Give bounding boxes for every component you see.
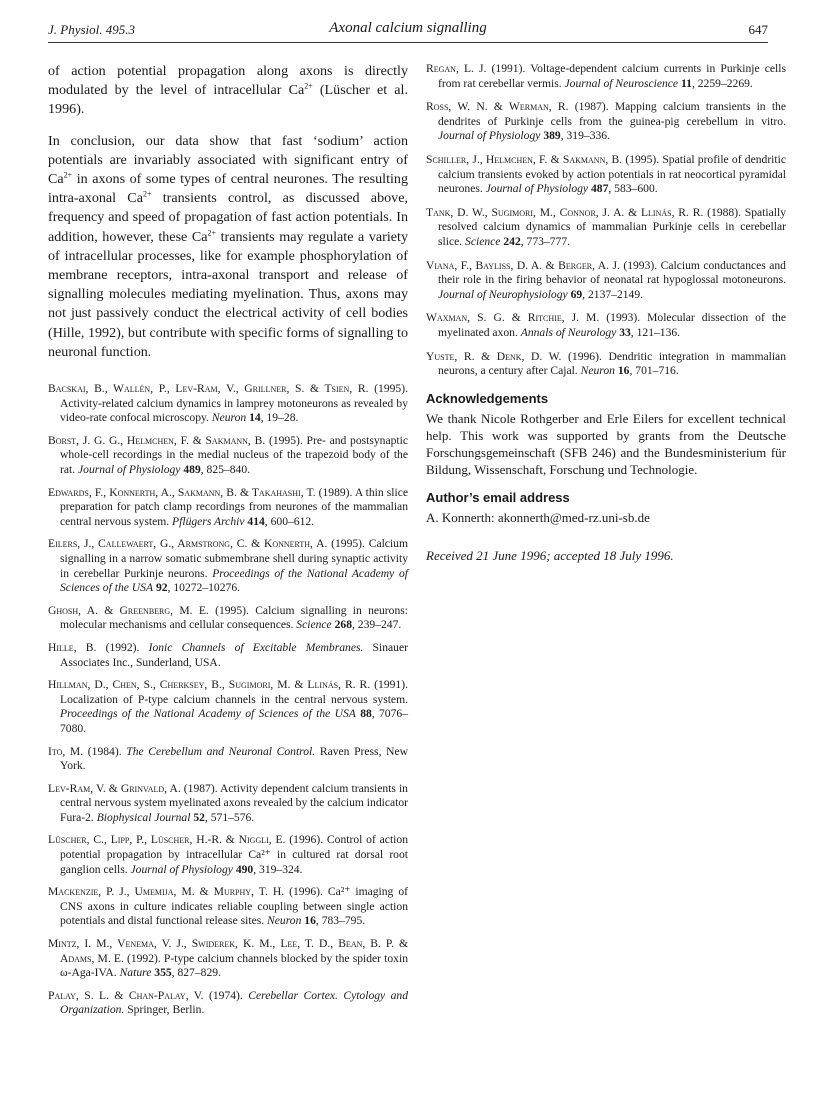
reference-item (426, 100, 786, 144)
reference-pages: , 773–777. (520, 234, 571, 248)
acknowledgements-heading: Acknowledgements (426, 390, 549, 406)
reference-journal: Annals of Neurology (520, 325, 617, 339)
reference-item (426, 153, 786, 197)
para1-text-b: (Lüscher et al. 1996). (48, 82, 409, 118)
reference-item (48, 885, 408, 929)
left-column (48, 62, 408, 1026)
reference-pages: , 121–136. (630, 325, 681, 339)
reference-pages: , 783–795. (315, 914, 366, 928)
reference-volume: 242 (503, 234, 521, 248)
reference-authors: Edwards, F., Konnerth, A., Sakmann, B. & Takahashi, T. (48, 485, 316, 499)
reference-item (48, 989, 408, 1018)
reference-authors: Mintz, I. M., Venema, V. J., Swiderek, K. M., Lee, T. D., Bean, B. P. & Adams, M. E. (48, 937, 408, 965)
reference-volume: 16 (304, 914, 316, 928)
para1-sup: 2+ (304, 81, 313, 91)
reference-pages: , 825–840. (200, 463, 251, 477)
reference-journal: Cerebellar Cortex. Cytology and Organization. (60, 988, 409, 1017)
reference-pages: , 583–600. (608, 182, 658, 196)
para2-sup2: 2+ (142, 189, 152, 199)
reference-authors: Ross, W. N. & Werman, R. (426, 100, 569, 114)
para1-text-a: of action potential propagation along axons is directly modulated by the level of intracellular Ca (48, 63, 408, 99)
reference-authors: Tank, D. W., Sugimori, M., Connor, J. A. & Llinás, R. R. (426, 205, 704, 219)
reference-journal: Journal of Physiology (130, 862, 233, 876)
reference-pages: , 2137–2149. (582, 287, 644, 301)
reference-volume: 88 (360, 707, 372, 721)
reference-volume: 268 (334, 618, 352, 632)
reference-authors: Yuste, R. & Denk, D. W. (426, 349, 562, 363)
reference-journal: Science (296, 618, 332, 632)
reference-pages: , 2259–2269. (691, 76, 753, 90)
reference-item (426, 62, 786, 91)
reference-authors: Lüscher, C., Lipp, P., Lüscher, H.-R. & Niggli, E. (48, 833, 286, 847)
reference-text: (1988). Spatially resolved calcium dynamics of mammalian Purkinje cells in cerebellar slice. (438, 205, 786, 248)
reference-item (48, 641, 408, 670)
reference-text: (1995). Calcium signalling in neurons: molecular mechanisms and cellular consequences. (60, 603, 408, 632)
reference-journal: Journal of Physiology (485, 182, 589, 196)
reference-authors: Regan, L. J. (426, 62, 487, 75)
reference-item (48, 745, 408, 774)
reference-volume: 14 (249, 411, 261, 425)
reference-authors: Lev-Ram, V. & Grinvald, A. (48, 781, 181, 795)
reference-journal: Journal of Physiology (438, 129, 541, 143)
reference-text: (1995). Calcium signalling in a narrow somatic submembrane shell during synaptic activity in cerebellar Purkinje neurons. (60, 537, 408, 580)
reference-authors: Palay, S. L. & Chan-Palay, V. (48, 988, 204, 1002)
reference-text: (1992). (96, 640, 149, 654)
reference-pages: , 7076–7080. (60, 707, 408, 735)
reference-item (48, 678, 408, 736)
reference-journal: Proceedings of the National Academy of Sciences of the USA (60, 566, 408, 595)
reference-text: (1987). Mapping calcium transients in the dendrites of Purkinje cells from the guinea-pig cerebellum in vitro. (438, 100, 786, 128)
reference-journal: Journal of Neuroscience (564, 76, 679, 90)
reference-authors: Hille, B. (48, 640, 97, 654)
reference-text: (1974). (203, 988, 249, 1002)
para2-sup1: 2+ (63, 170, 73, 180)
reference-text: (1984). (83, 744, 127, 758)
reference-pages: , 319–324. (253, 862, 303, 876)
reference-item (48, 434, 408, 478)
body-paragraph-1 (48, 62, 408, 120)
reference-pages: , 19–28. (260, 411, 299, 425)
reference-volume: 52 (193, 810, 205, 824)
para2-text-d: transients may regulate a variety of intracellular processes, like for example phosphorylation of membrane receptors, intra-axonal transport and release of signalling molecules mediating myelination. Thus, axons may not just passively conduct the electrical activity of cell bodies (Hille, 1992), but contribute with specific forms of signalling to neuronal function. (48, 228, 408, 360)
para2-text-b: in axons of some types of central neurones. The resulting intra-axonal Ca (48, 171, 408, 207)
reference-item (48, 833, 408, 877)
reference-volume: 16 (617, 364, 630, 378)
body-paragraph-conclusion (48, 132, 408, 362)
reference-volume: 389 (543, 129, 561, 143)
reference-text: (1996). Control of action potential propagation by intracellular Ca²⁺ in cultured rat dorsal root ganglion cells. (60, 833, 408, 876)
reference-item (48, 937, 408, 981)
para2-text-c: transients control, as discussed above, frequency and speed of propagation of fast action potentials. In addition, however, these Ca (48, 190, 408, 245)
para2-sup3: 2+ (207, 227, 217, 237)
reference-pages: , 319–336. (560, 129, 610, 143)
email-heading: Author’s email address (426, 489, 570, 505)
reference-journal: Science (465, 234, 501, 248)
reference-pages: Sinauer Associates Inc., Sunderland, USA. (60, 640, 408, 669)
reference-text: (1992). P-type calcium channels blocked by the spider toxin ω-Aga-IVA. (60, 951, 408, 980)
reference-text: (1991). Localization of P-type calcium channels in the central nervous system. (60, 678, 408, 706)
reference-item (48, 486, 408, 530)
reference-text: (1995). Activity-related calcium dynamics in lamprey motoneurons as revealed by video-rate confocal microscopy. (60, 382, 408, 425)
reference-authors: Eilers, J., Callewaert, G., Armstrong, C. & Konnerth, A. (48, 537, 328, 551)
running-header (48, 20, 768, 43)
acknowledgements-text: We thank Nicole Rothgerber and Erle Eilers for excellent technical help. This work was supported by grants from the Deutsche Forschungsgemeinschaft (SFB 246) and the Bundesministerium für Bildung, Wissenschaft, Forschung und Technologie. (426, 410, 786, 477)
reference-item (48, 382, 408, 426)
right-column (426, 62, 786, 564)
reference-volume: 69 (570, 287, 583, 301)
reference-item (48, 604, 408, 633)
para2-text-a: In conclusion, our data show that fast ‘sodium’ action potentials are invariably associated with significant entry of Ca (48, 132, 408, 188)
page-number: 647 (748, 22, 768, 37)
running-title: Axonal calcium signalling (329, 20, 487, 36)
reference-item (426, 259, 786, 303)
reference-item (426, 350, 786, 379)
reference-journal: Proceedings of the National Academy of Sciences of the USA (60, 707, 356, 721)
reference-authors: Ghosh, A. & Greenberg, M. E. (48, 603, 209, 617)
reference-authors: Hillman, D., Chen, S., Cherksey, B., Sugimori, M. & Llinás, R. R. (48, 678, 371, 692)
reference-pages: , 701–716. (629, 364, 679, 378)
reference-journal: Journal of Neurophysiology (438, 287, 568, 301)
reference-text: (1995). Spatial profile of dendritic calcium transients evoked by action potentials in rat neocortical pyramidal neurones. (438, 152, 786, 196)
reference-authors: Borst, J. G. G., Helmchen, F. & Sakmann, B. (48, 433, 266, 447)
reference-list-left (48, 382, 408, 1018)
reference-pages: , 10272–10276. (167, 581, 241, 595)
reference-volume: 355 (154, 966, 172, 980)
reference-pages: , 239–247. (352, 618, 402, 632)
journal-citation: J. Physiol. 495.3 (48, 22, 136, 37)
reference-volume: 11 (680, 76, 692, 90)
reference-text: (1989). A thin slice preparation for patch clamp recordings from neurones of the mammalian central nervous system. (60, 485, 408, 528)
reference-volume: 487 (590, 182, 609, 196)
reference-pages: , 571–576. (204, 810, 255, 824)
reference-text: (1991). Voltage-dependent calcium currents in Purkinje cells from rat cerebellar vermis. (438, 62, 786, 90)
reference-journal: Biophysical Journal (96, 810, 191, 824)
email-text: A. Konnerth: akonnerth@med-rz.uni-sb.de (426, 509, 650, 525)
reference-authors: Ito, M. (48, 744, 84, 758)
reference-text: (1995). Pre- and postsynaptic whole-cell recordings in the medial nucleus of the trapezoid body of the rat. (60, 433, 409, 477)
reference-journal: Pflügers Archiv (172, 514, 245, 528)
reference-authors: Mackenzie, P. J., Umemija, M. & Murphy, T. H. (48, 885, 285, 899)
reference-item (426, 206, 786, 250)
reference-list-right (426, 62, 786, 379)
reference-item (48, 782, 408, 826)
reference-pages: , 827–829. (171, 966, 221, 980)
reference-text: (1993). Calcium conductances and their role in the firing behavior of neonatal rat hypoglossal motoneurons. (438, 258, 786, 287)
received-date: Received 21 June 1996; accepted 18 July 1996. (426, 547, 674, 563)
reference-pages: Raven Press, New York. (60, 744, 409, 773)
reference-volume: 414 (247, 514, 265, 528)
reference-item (48, 537, 408, 595)
reference-volume: 92 (155, 581, 168, 595)
reference-journal: Ionic Channels of Excitable Membranes. (148, 640, 364, 654)
reference-journal: The Cerebellum and Neuronal Control. (126, 744, 316, 758)
reference-authors: Schiller, J., Helmchen, F. & Sakmann, B. (426, 152, 623, 166)
reference-text: (1987). Activity dependent calcium transients in central nervous system myelinated axons revealed by the calcium indicator Fura-2. (60, 781, 409, 824)
reference-authors: Waxman, S. G. & Ritchie, J. M. (426, 311, 600, 325)
reference-item (426, 311, 786, 340)
reference-text: (1996). Dendritic integration in mammalian neurons, a century after Cajal. (438, 349, 786, 378)
reference-volume: 490 (235, 862, 254, 876)
reference-authors: Viana, F., Bayliss, D. A. & Berger, A. J. (426, 258, 620, 272)
reference-pages: Springer, Berlin. (124, 1003, 205, 1017)
reference-journal: Nature (119, 966, 152, 980)
reference-text: (1993). Molecular dissection of the myelinated axon. (438, 311, 786, 339)
reference-pages: , 600–612. (264, 514, 315, 528)
reference-volume: 489 (183, 463, 201, 477)
reference-journal: Neuron (267, 914, 302, 928)
reference-volume: 33 (619, 325, 631, 339)
reference-journal: Neuron (580, 364, 615, 378)
reference-text: (1996). Ca²⁺ imaging of CNS axons in culture indicates reliable coupling between single action potentials and distal functional release sites. (60, 885, 408, 928)
reference-authors: Bacskai, B., Wallén, P., Lev-Ram, V., Grillner, S. & Tsien, R. (48, 382, 369, 396)
reference-journal: Journal of Physiology (78, 463, 181, 477)
reference-journal: Neuron (211, 411, 247, 425)
